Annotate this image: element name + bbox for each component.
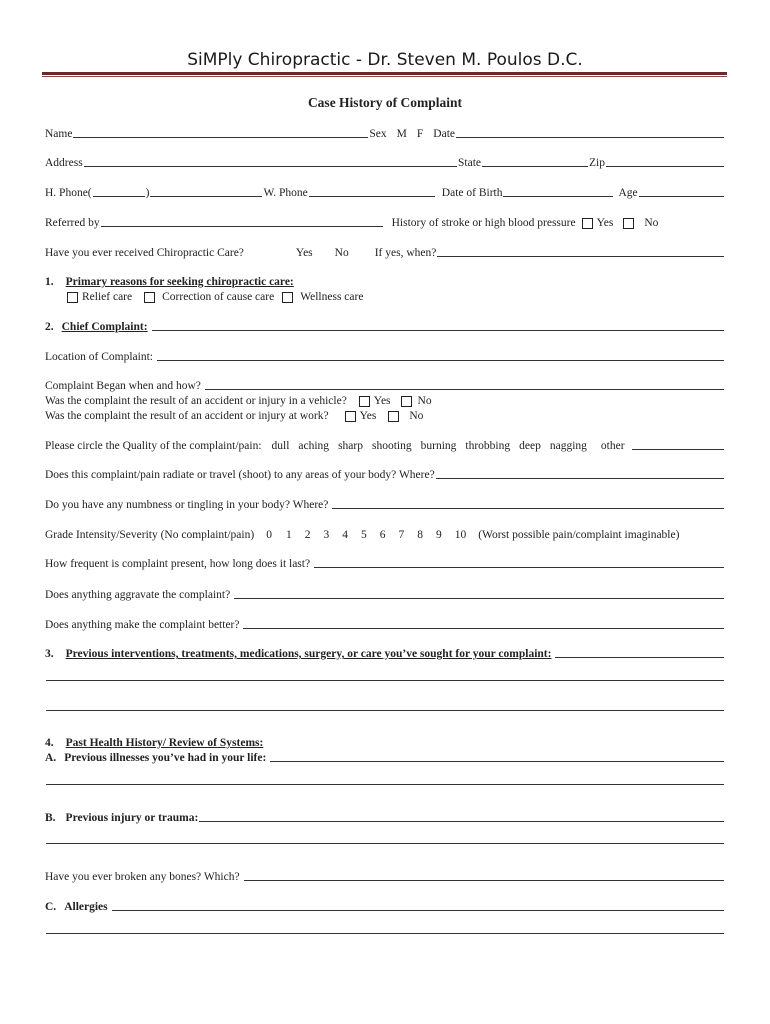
interventions-field-2[interactable] <box>46 680 724 681</box>
grade-10[interactable]: 10 <box>454 529 467 541</box>
interventions-line-3 <box>45 710 725 714</box>
name-row <box>45 127 725 141</box>
work-row <box>45 409 725 423</box>
form-title: Case History of Complaint <box>307 95 463 110</box>
section-4-number: 4. <box>45 737 54 749</box>
quality-nagging[interactable]: nagging <box>549 440 587 452</box>
injury-field[interactable] <box>199 821 724 822</box>
radiate-label: Does this complaint/pain radiate or travel (shoot) to any areas of your body? Where? <box>45 469 435 481</box>
frequency-row <box>45 557 725 571</box>
quality-other[interactable]: other <box>600 440 625 452</box>
quality-shooting[interactable]: shooting <box>371 440 412 452</box>
began-field[interactable] <box>205 389 724 390</box>
location-field[interactable] <box>157 360 724 361</box>
numbness-row <box>45 498 725 512</box>
wellness-care-label: Wellness care <box>300 291 364 303</box>
grade-8[interactable]: 8 <box>417 529 423 541</box>
work-no-checkbox[interactable] <box>388 411 399 422</box>
prior-care-yes[interactable]: Yes <box>295 247 313 259</box>
header-rule <box>42 72 727 75</box>
grade-6[interactable]: 6 <box>379 529 386 541</box>
chief-complaint-field[interactable] <box>152 330 724 331</box>
grade-row <box>45 528 725 542</box>
location-label: Location of Complaint: <box>45 351 153 363</box>
grade-label: Grade Intensity/Severity (No complaint/pain) <box>45 529 255 541</box>
section-1-title: Primary reasons for seeking chiropractic care: <box>65 276 294 288</box>
address-row <box>45 156 725 170</box>
grade-3[interactable]: 3 <box>323 529 330 541</box>
quality-sharp[interactable]: sharp <box>338 440 363 452</box>
dob-field[interactable] <box>503 196 613 197</box>
correction-care-label: Correction of cause care <box>162 291 275 303</box>
began-row <box>45 379 725 393</box>
better-field[interactable] <box>243 628 724 629</box>
stroke-history-label: History of stroke or high blood pressure <box>391 217 576 229</box>
section-3-number: 3. <box>45 648 54 660</box>
work-no-label: No <box>409 410 424 422</box>
stroke-no-checkbox[interactable] <box>623 218 634 229</box>
correction-care-checkbox[interactable] <box>144 292 155 303</box>
section-2-number: 2. <box>45 321 54 333</box>
radiate-row <box>45 468 725 482</box>
illnesses-field-2[interactable] <box>46 784 724 785</box>
aggravate-row <box>45 588 725 602</box>
date-label: Date <box>433 128 455 140</box>
if-yes-when-field[interactable] <box>437 256 724 257</box>
section-3-row <box>45 647 725 661</box>
grade-2[interactable]: 2 <box>304 529 311 541</box>
broken-bones-field[interactable] <box>244 880 724 881</box>
section-a-letter: A. <box>45 752 57 764</box>
illnesses-label: Previous illnesses you’ve had in your life: <box>64 752 267 764</box>
zip-field[interactable] <box>606 166 724 167</box>
quality-row <box>45 439 725 453</box>
began-label: Complaint Began when and how? <box>45 380 201 392</box>
quality-dull[interactable]: dull <box>271 440 290 452</box>
grade-worst-label: (Worst possible pain/complaint imaginable) <box>478 529 680 541</box>
frequency-field[interactable] <box>314 567 724 568</box>
grade-0[interactable]: 0 <box>266 529 272 541</box>
sex-m-option[interactable]: M <box>396 128 407 140</box>
section-c-letter: C. <box>45 901 57 913</box>
quality-label: Please circle the Quality of the complaint/pain: <box>45 440 262 452</box>
vehicle-yes-checkbox[interactable] <box>359 396 370 407</box>
phone-row <box>45 186 725 200</box>
illnesses-line-2 <box>45 784 725 788</box>
numbness-label: Do you have any numbness or tingling in your body? Where? <box>45 499 329 511</box>
stroke-yes-checkbox[interactable] <box>582 218 593 229</box>
age-label: Age <box>618 187 638 199</box>
injury-field-2[interactable] <box>46 843 724 844</box>
vehicle-no-label: No <box>417 395 432 407</box>
allergies-row <box>45 900 725 914</box>
vehicle-row <box>45 394 725 408</box>
aggravate-label: Does anything aggravate the complaint? <box>45 589 231 601</box>
relief-care-checkbox[interactable] <box>67 292 78 303</box>
quality-deep[interactable]: deep <box>519 440 541 452</box>
prior-care-row <box>45 246 725 260</box>
name-field[interactable] <box>73 137 368 138</box>
radiate-field[interactable] <box>436 478 724 479</box>
stroke-no-label: No <box>644 217 659 229</box>
quality-burning[interactable]: burning <box>420 440 457 452</box>
grade-7[interactable]: 7 <box>398 529 405 541</box>
quality-throbbing[interactable]: throbbing <box>465 440 511 452</box>
practice-header: SiMPly Chiropractic - Dr. Steven M. Poulos D.C. <box>187 50 583 70</box>
quality-other-field[interactable] <box>632 449 724 450</box>
state-field[interactable] <box>482 166 588 167</box>
wellness-care-checkbox[interactable] <box>282 292 293 303</box>
injury-row <box>45 811 725 825</box>
vehicle-question: Was the complaint the result of an accident or injury in a vehicle? <box>45 395 347 407</box>
section-3-title: Previous interventions, treatments, medications, surgery, or care you’ve sought for your complaint: <box>65 648 552 660</box>
sex-label: Sex <box>369 128 387 140</box>
care-options-row <box>67 290 747 304</box>
interventions-line-2 <box>45 680 725 684</box>
if-yes-when-label: If yes, when? <box>374 247 437 259</box>
referred-by-label: Referred by <box>45 217 100 229</box>
header-rule-thin <box>42 76 727 77</box>
grade-4[interactable]: 4 <box>342 529 348 541</box>
injury-label: Previous injury or trauma: <box>65 812 199 824</box>
broken-bones-row <box>45 870 725 884</box>
vehicle-yes-label: Yes <box>373 395 391 407</box>
section-4-heading <box>45 736 725 750</box>
section-2-title: Chief Complaint: <box>61 321 148 333</box>
dob-label: Date of Birth <box>441 187 503 199</box>
sex-f-option[interactable]: F <box>416 128 424 140</box>
home-phone-label: H. Phone( <box>45 187 92 199</box>
address-field[interactable] <box>84 166 457 167</box>
vehicle-no-checkbox[interactable] <box>401 396 412 407</box>
location-row <box>45 350 725 364</box>
date-field[interactable] <box>456 137 724 138</box>
better-row <box>45 618 725 632</box>
work-phone-label: W. Phone <box>263 187 308 199</box>
referred-row <box>45 216 725 230</box>
grade-9[interactable]: 9 <box>435 529 442 541</box>
relief-care-label: Relief care <box>82 291 133 303</box>
better-label: Does anything make the complaint better? <box>45 619 240 631</box>
work-yes-checkbox[interactable] <box>345 411 356 422</box>
frequency-label: How frequent is complaint present, how long does it last? <box>45 558 311 570</box>
aggravate-field[interactable] <box>234 598 724 599</box>
work-yes-label: Yes <box>359 410 377 422</box>
interventions-field-3[interactable] <box>46 710 724 711</box>
prior-care-label: Have you ever received Chiropractic Care? <box>45 247 244 259</box>
work-phone-field[interactable] <box>309 196 435 197</box>
zip-label: Zip <box>589 157 605 169</box>
allergies-label: Allergies <box>64 901 108 913</box>
section-4-title: Past Health History/ Review of Systems: <box>65 737 264 749</box>
address-label: Address <box>45 157 83 169</box>
grade-scale <box>266 528 466 542</box>
prior-care-no[interactable]: No <box>334 247 349 259</box>
stroke-yes-label: Yes <box>596 217 614 229</box>
section-1-heading <box>45 275 725 289</box>
quality-aching[interactable]: aching <box>298 440 330 452</box>
illnesses-row <box>45 751 725 765</box>
broken-bones-label: Have you ever broken any bones? Which? <box>45 871 240 883</box>
state-label: State <box>458 157 482 169</box>
grade-5[interactable]: 5 <box>360 529 367 541</box>
chief-complaint-row <box>45 320 725 334</box>
allergies-line-2 <box>45 933 725 937</box>
numbness-field[interactable] <box>332 508 724 509</box>
section-1-number: 1. <box>45 276 54 288</box>
home-phone-field[interactable] <box>150 196 262 197</box>
work-question: Was the complaint the result of an accident or injury at work? <box>45 410 329 422</box>
interventions-field[interactable] <box>555 657 724 658</box>
grade-1[interactable]: 1 <box>285 529 292 541</box>
referred-by-field[interactable] <box>101 226 383 227</box>
section-b-letter: B. <box>45 812 56 824</box>
name-label: Name <box>45 128 73 140</box>
home-phone-close: ) <box>145 187 150 199</box>
age-field[interactable] <box>639 196 724 197</box>
illnesses-field[interactable] <box>270 761 724 762</box>
area-code-field[interactable] <box>93 196 145 197</box>
injury-line-2 <box>45 843 725 847</box>
allergies-field-2[interactable] <box>46 933 724 934</box>
allergies-field[interactable] <box>112 910 724 911</box>
